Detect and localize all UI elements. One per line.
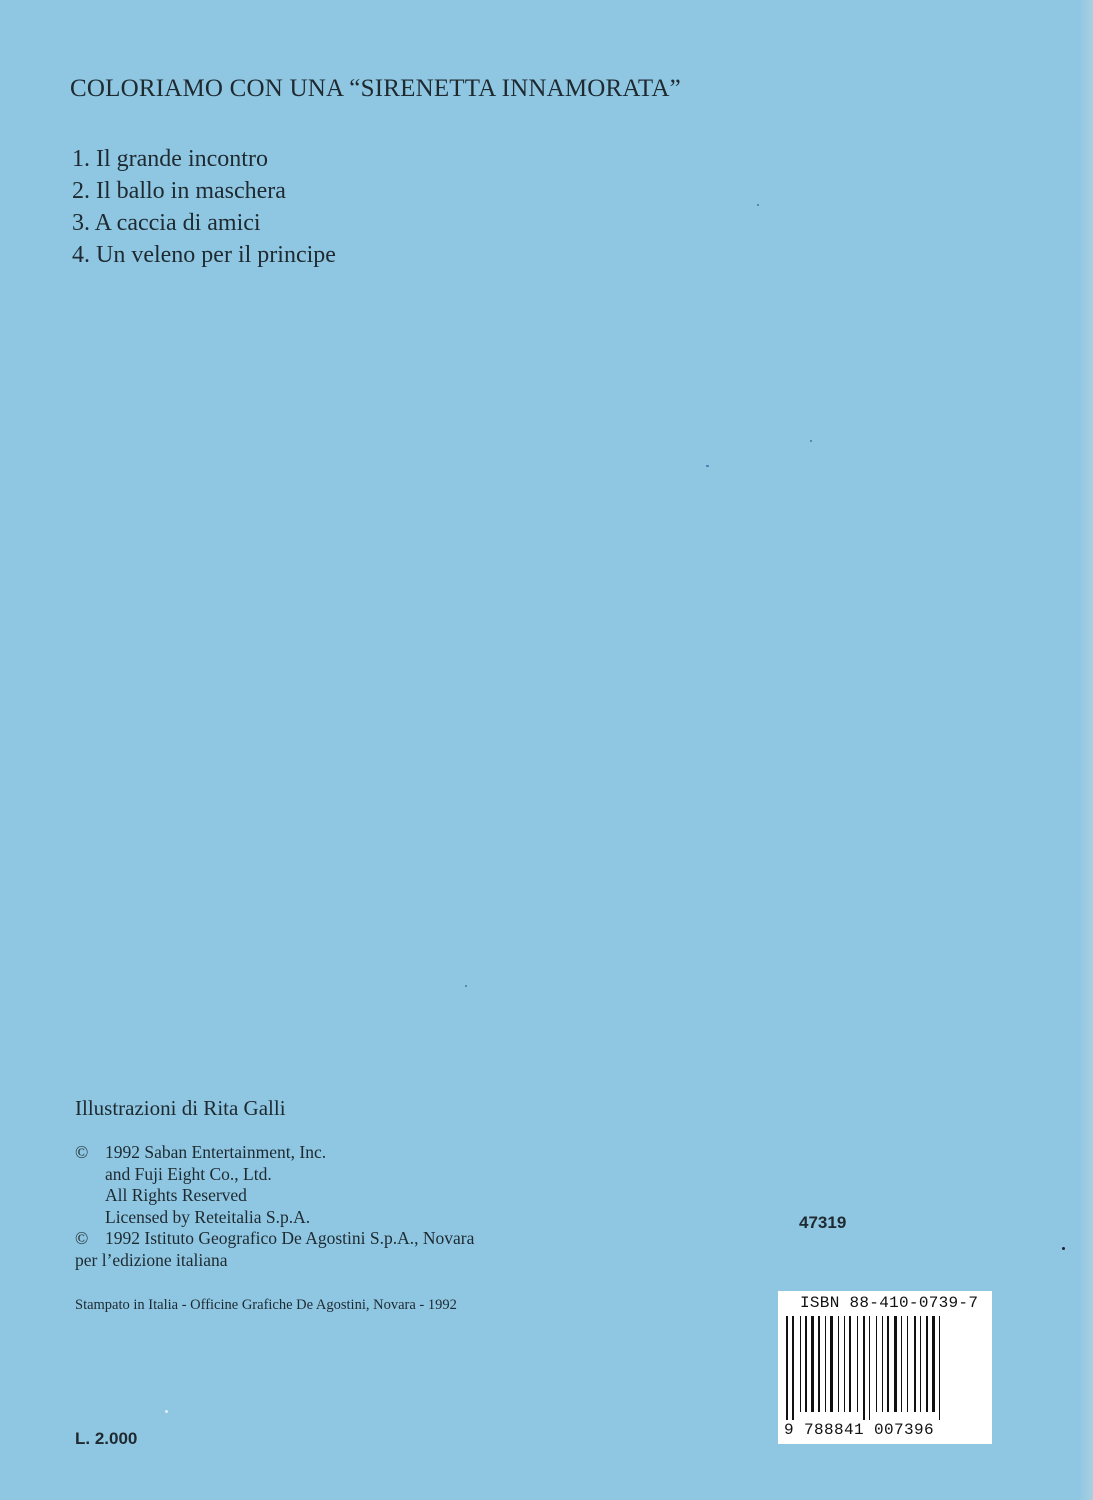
paper-speck (810, 440, 812, 442)
paper-speck (706, 465, 709, 467)
copyright-text: Licensed by Reteitalia S.p.A. (105, 1206, 311, 1227)
barcode-label (778, 1291, 992, 1444)
contents-item: 3. A caccia di amici (72, 210, 261, 236)
price-label: L. 2.000 (75, 1429, 138, 1448)
copyright-text: All Rights Reserved (105, 1185, 247, 1205)
paper-speck (757, 204, 759, 206)
copyright-symbol: © (75, 1228, 89, 1248)
paper-speck (465, 985, 467, 987)
copyright-text: and Fuji Eight Co., Ltd. (105, 1163, 272, 1184)
series-title: COLORIAMO CON UNA “SIRENETTA INNAMORATA” (70, 75, 681, 102)
contents-item: 2. Il ballo in maschera (72, 178, 286, 204)
isbn-number: ISBN 88-410-0739-7 (800, 1294, 979, 1312)
copyright-line (75, 1142, 474, 1164)
copyright-line (75, 1207, 474, 1229)
copyright-line (75, 1164, 474, 1186)
copyright-symbol: © (75, 1142, 89, 1162)
contents-item: 4. Un veleno per il principe (72, 242, 336, 268)
contents-list (72, 143, 336, 271)
copyright-text: 1992 Saban Entertainment, Inc. (105, 1142, 327, 1162)
paper-speck (1062, 1247, 1065, 1250)
printer-line: Stampato in Italia - Officine Grafiche De Agostini, Novara - 1992 (75, 1297, 457, 1313)
copyright-line (75, 1185, 474, 1207)
copyright-line (75, 1228, 474, 1250)
copyright-block (75, 1142, 474, 1271)
barcode-icon (782, 1316, 988, 1420)
copyright-text: 1992 Istituto Geografico De Agostini S.p.A., Novara (105, 1228, 475, 1248)
paper-speck (165, 1410, 168, 1413)
contents-item: 1. Il grande incontro (72, 146, 268, 172)
ean-digits: 9 788841 007396 (784, 1421, 935, 1439)
page-edge-shadow (1079, 0, 1093, 1500)
copyright-text: per l’edizione italiana (75, 1249, 228, 1270)
illustrator-credit: Illustrazioni di Rita Galli (75, 1096, 286, 1120)
copyright-line (75, 1250, 474, 1272)
product-code: 47319 (799, 1213, 847, 1232)
